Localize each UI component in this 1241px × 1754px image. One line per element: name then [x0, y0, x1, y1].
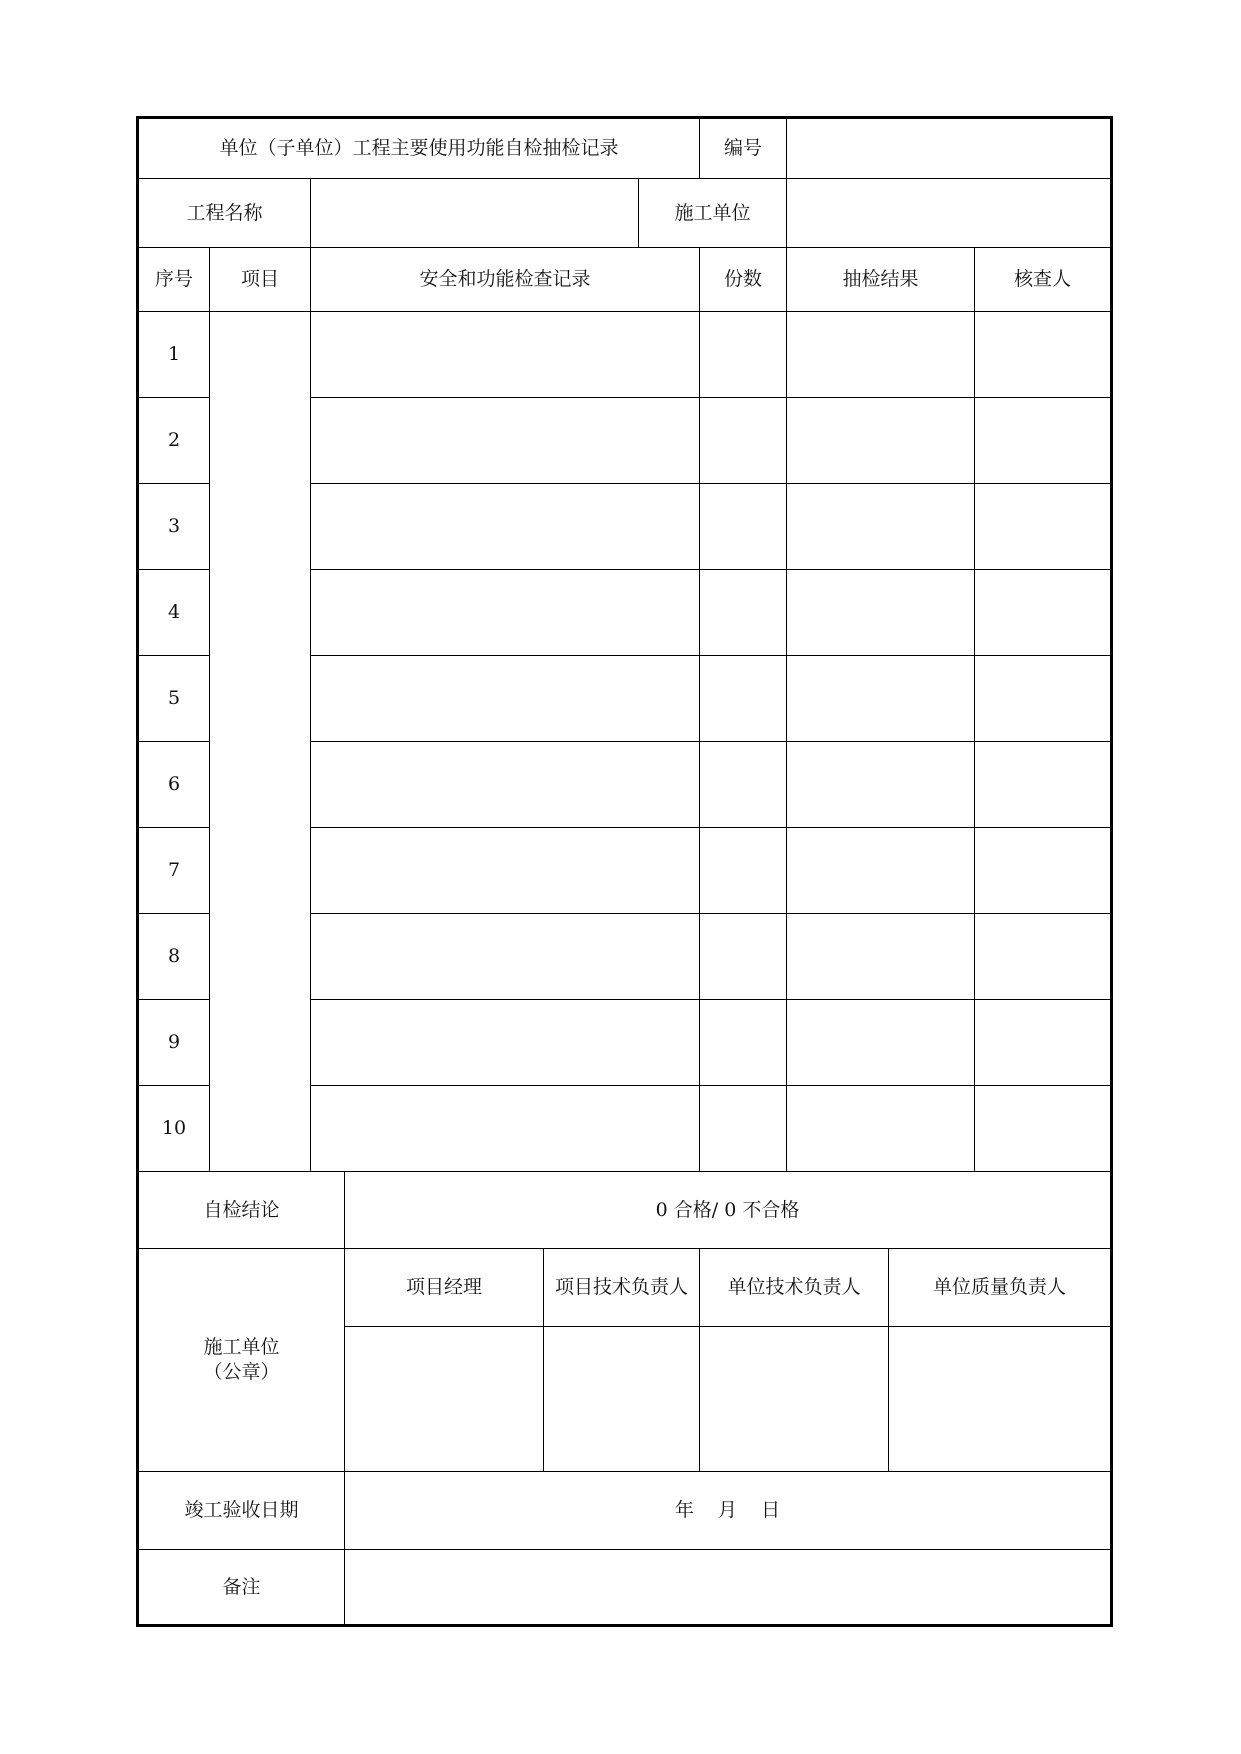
row-seq: 5 — [138, 656, 210, 742]
project-name-field[interactable] — [311, 179, 639, 248]
row-copies-cell[interactable] — [700, 742, 787, 828]
item-cell[interactable] — [210, 312, 311, 1172]
signature-unit-tech-lead[interactable] — [700, 1327, 889, 1472]
form-title: 单位（子单位）工程主要使用功能自检抽检记录 — [138, 118, 700, 179]
row-checker-cell[interactable] — [975, 914, 1112, 1000]
completion-date-field[interactable]: 年 月 日 — [345, 1472, 1112, 1550]
row-record-cell[interactable] — [311, 1086, 700, 1172]
number-label: 编号 — [700, 118, 787, 179]
signer-label-project-manager: 项目经理 — [345, 1249, 544, 1327]
row-seq: 2 — [138, 398, 210, 484]
row-result-cell[interactable] — [787, 914, 975, 1000]
row-checker-cell[interactable] — [975, 484, 1112, 570]
signature-project-manager[interactable] — [345, 1327, 544, 1472]
row-checker-cell[interactable] — [975, 1086, 1112, 1172]
seal-label: 施工单位 — [203, 1336, 280, 1359]
signature-project-tech-lead[interactable] — [544, 1327, 700, 1472]
row-record-cell[interactable] — [311, 484, 700, 570]
inspection-record-form — [136, 116, 1113, 1627]
row-seq: 10 — [138, 1086, 210, 1172]
row-checker-cell[interactable] — [975, 656, 1112, 742]
row-record-cell[interactable] — [311, 914, 700, 1000]
row-copies-cell[interactable] — [700, 484, 787, 570]
row-copies-cell[interactable] — [700, 312, 787, 398]
row-checker-cell[interactable] — [975, 312, 1112, 398]
row-seq: 7 — [138, 828, 210, 914]
signature-unit-quality-lead[interactable] — [889, 1327, 1112, 1472]
conclusion-value[interactable]: 0 合格/ 0 不合格 — [345, 1172, 1112, 1249]
construction-unit-field[interactable] — [787, 179, 1112, 248]
column-header-copies: 份数 — [700, 248, 787, 312]
row-checker-cell[interactable] — [975, 570, 1112, 656]
row-result-cell[interactable] — [787, 484, 975, 570]
column-header-item: 项目 — [210, 248, 311, 312]
seal-cell — [138, 1249, 345, 1472]
row-record-cell[interactable] — [311, 398, 700, 484]
seal-note: （公章） — [203, 1361, 280, 1383]
row-record-cell[interactable] — [311, 828, 700, 914]
row-checker-cell[interactable] — [975, 742, 1112, 828]
row-seq: 1 — [138, 312, 210, 398]
row-checker-cell[interactable] — [975, 1000, 1112, 1086]
row-record-cell[interactable] — [311, 742, 700, 828]
row-result-cell[interactable] — [787, 656, 975, 742]
row-copies-cell[interactable] — [700, 1000, 787, 1086]
row-seq: 4 — [138, 570, 210, 656]
row-result-cell[interactable] — [787, 398, 975, 484]
construction-unit-label: 施工单位 — [639, 179, 787, 248]
remarks-label: 备注 — [138, 1550, 345, 1626]
row-seq: 3 — [138, 484, 210, 570]
column-header-result: 抽检结果 — [787, 248, 975, 312]
table-row — [138, 312, 1112, 398]
row-result-cell[interactable] — [787, 1000, 975, 1086]
row-result-cell[interactable] — [787, 312, 975, 398]
remarks-field[interactable] — [345, 1550, 1112, 1626]
row-seq: 6 — [138, 742, 210, 828]
row-copies-cell[interactable] — [700, 656, 787, 742]
completion-date-label: 竣工验收日期 — [138, 1472, 345, 1550]
column-header-seq: 序号 — [138, 248, 210, 312]
row-record-cell[interactable] — [311, 312, 700, 398]
row-seq: 8 — [138, 914, 210, 1000]
signer-label-unit-tech-lead: 单位技术负责人 — [700, 1249, 889, 1327]
column-header-record: 安全和功能检查记录 — [311, 248, 700, 312]
row-copies-cell[interactable] — [700, 914, 787, 1000]
number-field[interactable] — [787, 118, 1112, 179]
conclusion-label: 自检结论 — [138, 1172, 345, 1249]
row-record-cell[interactable] — [311, 570, 700, 656]
column-header-checker: 核查人 — [975, 248, 1112, 312]
row-copies-cell[interactable] — [700, 570, 787, 656]
row-result-cell[interactable] — [787, 742, 975, 828]
row-result-cell[interactable] — [787, 570, 975, 656]
signer-label-project-tech-lead: 项目技术负责人 — [544, 1249, 700, 1327]
row-checker-cell[interactable] — [975, 828, 1112, 914]
row-copies-cell[interactable] — [700, 1086, 787, 1172]
signer-label-unit-quality-lead: 单位质量负责人 — [889, 1249, 1112, 1327]
row-record-cell[interactable] — [311, 1000, 700, 1086]
row-checker-cell[interactable] — [975, 398, 1112, 484]
row-copies-cell[interactable] — [700, 398, 787, 484]
row-result-cell[interactable] — [787, 828, 975, 914]
row-seq: 9 — [138, 1000, 210, 1086]
row-record-cell[interactable] — [311, 656, 700, 742]
row-copies-cell[interactable] — [700, 828, 787, 914]
row-result-cell[interactable] — [787, 1086, 975, 1172]
project-name-label: 工程名称 — [138, 179, 311, 248]
